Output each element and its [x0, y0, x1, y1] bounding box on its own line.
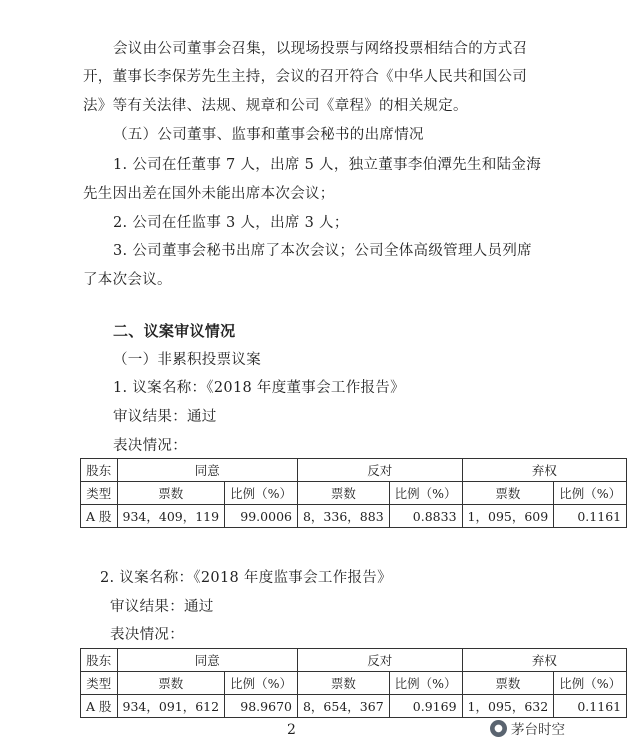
intro-line-2: 开，董事长李保芳先生主持，会议的召开符合《中华人民共和国公司 — [83, 69, 527, 85]
proposal-2-vote-label: 表决情况： — [110, 627, 184, 643]
proposal-2-title: 2. 议案名称：《2018 年度监事会工作报告》 — [100, 570, 392, 586]
section-heading: 二、议案审议情况 — [113, 322, 236, 340]
attendance-item-1-line-1: 1. 公司在任董事 7 人，出席 5 人，独立董事李伯潭先生和陆金海 — [113, 157, 542, 173]
abstain-votes: 1，095，609 — [462, 505, 554, 528]
agree-ratio: 98.9670 — [225, 695, 298, 718]
votes-header: 票数 — [297, 482, 389, 505]
agree-ratio: 99.0006 — [225, 505, 298, 528]
agree-header: 同意 — [117, 649, 297, 672]
row-type: A 股 — [81, 505, 118, 528]
holder-type-header-2: 类型 — [81, 482, 118, 505]
ratio-header: 比例（%） — [554, 482, 627, 505]
ratio-header: 比例（%） — [225, 672, 298, 695]
proposal-1-result: 审议结果：通过 — [113, 409, 217, 425]
abstain-votes: 1，095，632 — [462, 695, 554, 718]
abstain-ratio: 0.1161 — [554, 695, 627, 718]
votes-header: 票数 — [117, 672, 225, 695]
attendance-item-2: 2. 公司在任监事 3 人，出席 3 人； — [113, 215, 349, 231]
watermark-text: 茅台时空 — [511, 722, 565, 738]
wechat-icon: ● — [490, 720, 507, 737]
agree-header: 同意 — [117, 459, 297, 482]
attendance-heading: （五）公司董事、监事和董事会秘书的出席情况 — [113, 127, 424, 143]
votes-header: 票数 — [462, 482, 554, 505]
ratio-header: 比例（%） — [225, 482, 298, 505]
ratio-header: 比例（%） — [389, 482, 462, 505]
holder-type-header: 股东 — [81, 459, 118, 482]
against-ratio: 0.8833 — [389, 505, 462, 528]
holder-type-header-2: 类型 — [81, 672, 118, 695]
against-header: 反对 — [297, 459, 462, 482]
abstain-header: 弃权 — [462, 649, 627, 672]
intro-line-3: 法》等有关法律、法规、规章和公司《章程》的相关规定。 — [83, 98, 468, 114]
vote-table-1 — [80, 458, 627, 528]
against-votes: 8，654，367 — [297, 695, 389, 718]
abstain-ratio: 0.1161 — [554, 505, 627, 528]
agree-votes: 934，409，119 — [117, 505, 225, 528]
against-votes: 8，336，883 — [297, 505, 389, 528]
page-number: 2 — [287, 722, 296, 738]
intro-line-1: 会议由公司董事会召集，以现场投票与网络投票相结合的方式召 — [113, 41, 528, 57]
proposal-2-result: 审议结果：通过 — [110, 599, 214, 615]
proposal-1-vote-label: 表决情况： — [113, 438, 187, 454]
against-ratio: 0.9169 — [389, 695, 462, 718]
ratio-header: 比例（%） — [554, 672, 627, 695]
section-subheading: （一）非累积投票议案 — [113, 352, 261, 368]
attendance-item-3-line-1: 3. 公司董事会秘书出席了本次会议；公司全体高级管理人员列席 — [113, 243, 532, 259]
votes-header: 票数 — [117, 482, 225, 505]
vote-table-2 — [80, 648, 627, 718]
attendance-item-1-line-2: 先生因出差在国外未能出席本次会议； — [83, 186, 335, 202]
table-row — [81, 505, 627, 528]
holder-type-header: 股东 — [81, 649, 118, 672]
abstain-header: 弃权 — [462, 459, 627, 482]
votes-header: 票数 — [462, 672, 554, 695]
attendance-item-3-line-2: 了本次会议。 — [83, 272, 172, 288]
against-header: 反对 — [297, 649, 462, 672]
votes-header: 票数 — [297, 672, 389, 695]
proposal-1-title: 1. 议案名称：《2018 年度董事会工作报告》 — [113, 380, 405, 396]
table-row — [81, 695, 627, 718]
agree-votes: 934，091，612 — [117, 695, 225, 718]
watermark — [490, 718, 565, 738]
ratio-header: 比例（%） — [389, 672, 462, 695]
row-type: A 股 — [81, 695, 118, 718]
